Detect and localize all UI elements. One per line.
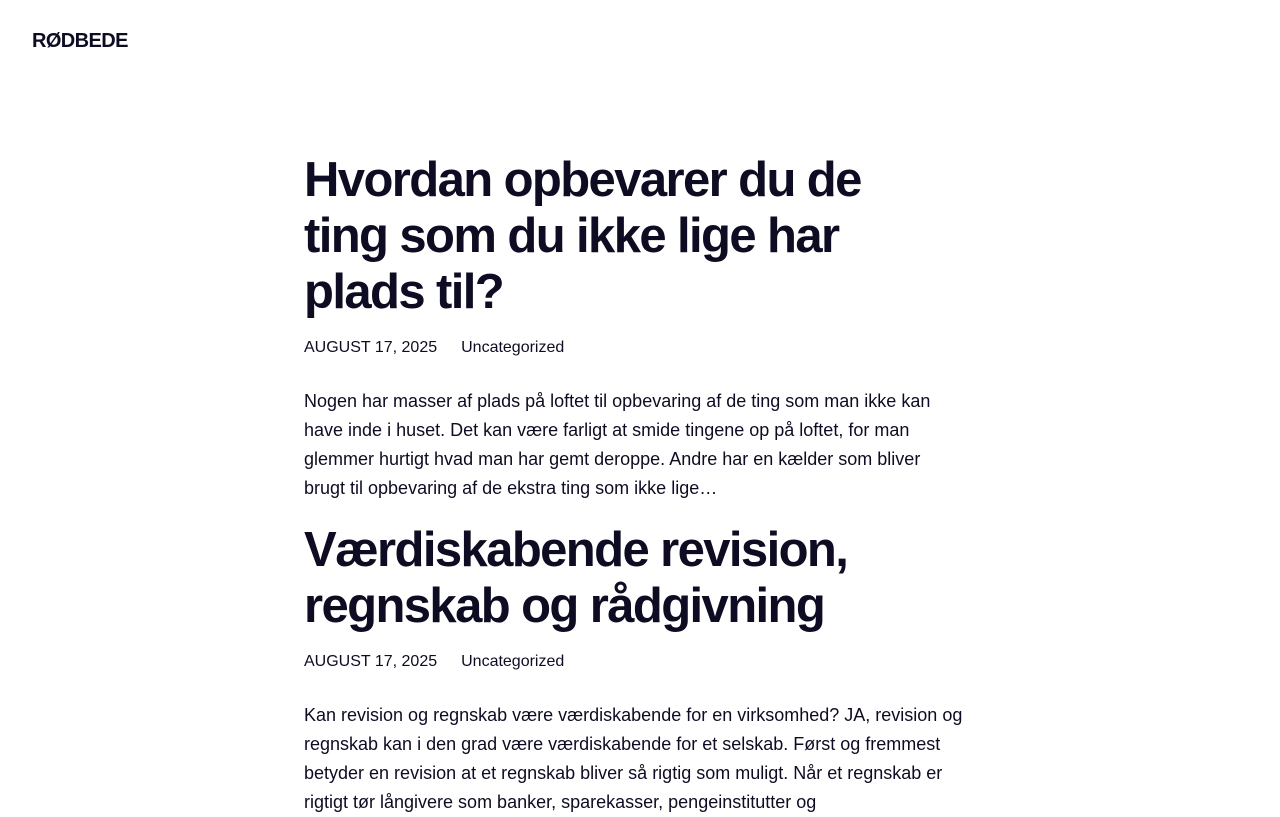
post-category-link[interactable]: Uncategorized [461, 339, 565, 356]
post-meta [304, 337, 964, 359]
post-meta [304, 651, 964, 673]
post-title-link[interactable]: Hvordan opbevarer du de ting som du ikke lige har plads til? [304, 153, 861, 319]
post-date[interactable]: AUGUST 17, 2025 [304, 653, 438, 670]
post-excerpt: Kan revision og regnskab være værdiskabende for en virksomhed? JA, revision og regnskab kan i den grad være værdiskabende for et selskab. Først og fremmest betyder en revision at et regnskab bliver så rigtig som muligt. Når et regnskab er rigtigt tør långivere som banker, sparekasser, pengeinstitutter og [304, 705, 963, 812]
post-title [304, 152, 944, 320]
post-title [304, 522, 944, 634]
post-excerpt: Nogen har masser af plads på loftet til opbevaring af de ting som man ikke kan have inde i huset. Det kan være farligt at smide tingene op på loftet, for man glemmer hurtigt hvad man har gemt deroppe. Andre har en kælder som bliver brugt til opbevaring af de ekstra ting som ikke lige… [304, 391, 931, 498]
site-header [32, 30, 128, 53]
post-category-link[interactable]: Uncategorized [461, 653, 565, 670]
post-date[interactable]: AUGUST 17, 2025 [304, 339, 438, 356]
post-card [304, 522, 964, 817]
site-title-link[interactable]: RØDBEDE [32, 30, 128, 52]
post-card [304, 152, 964, 503]
post-title-link[interactable]: Værdiskabende revision, regnskab og rådgivning [304, 523, 848, 633]
